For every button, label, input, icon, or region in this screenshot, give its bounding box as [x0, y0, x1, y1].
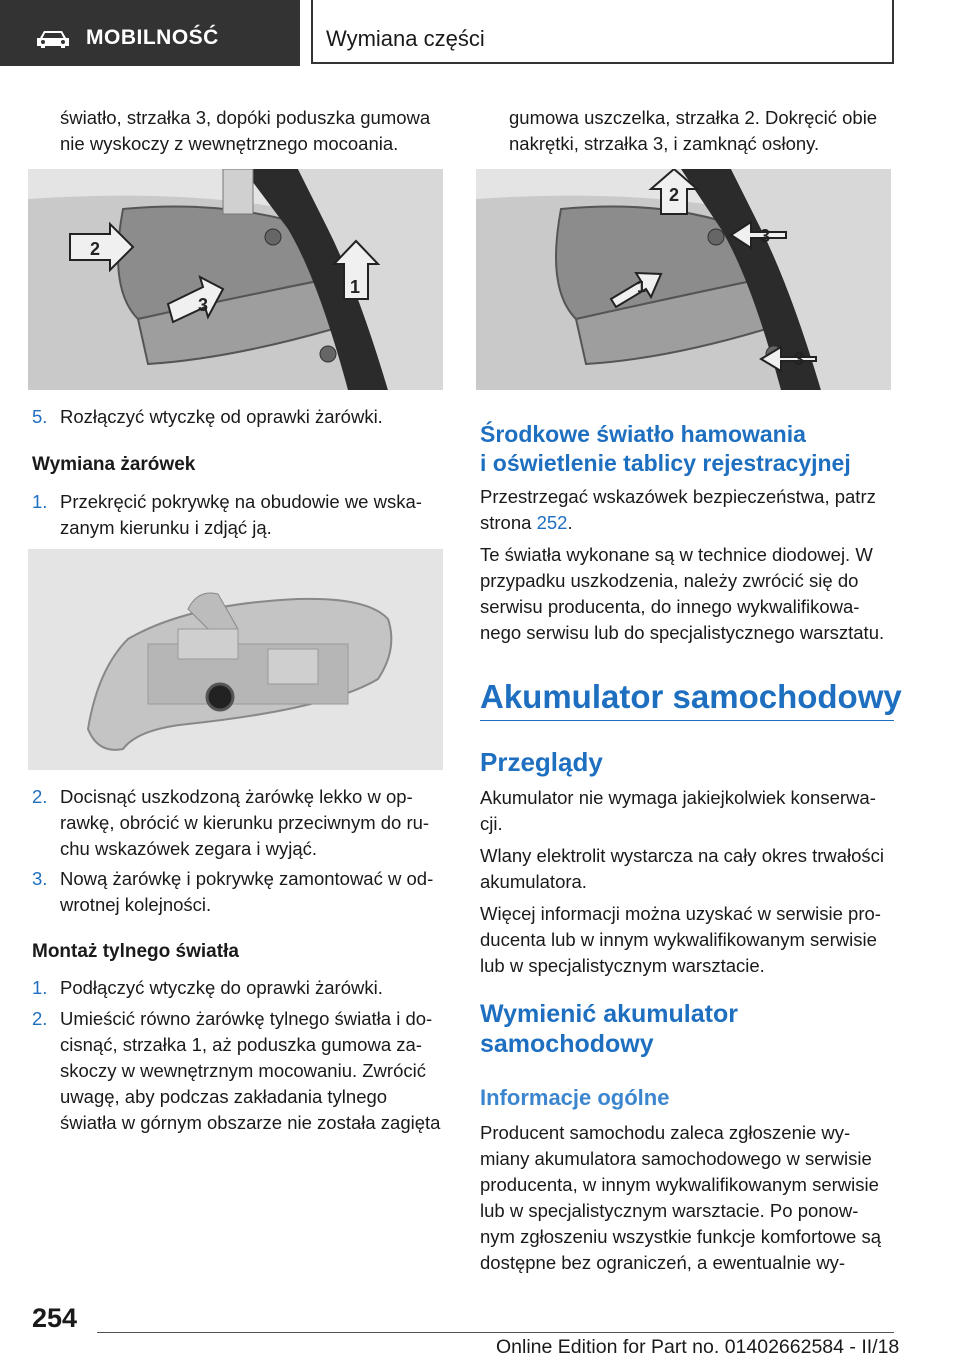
page-number: 254	[32, 1303, 78, 1333]
step-number: 1.	[32, 491, 48, 512]
step-text: Docisnąć uszkodzoną żarówkę lekko w op-	[60, 786, 413, 807]
housing-illustration	[28, 549, 443, 770]
step-text: Podłączyć wtyczkę do oprawki żarówki.	[60, 977, 383, 998]
safety-note-prefix: strona	[480, 512, 532, 533]
step-text: światła w górnym obszarze nie została zagięta	[60, 1112, 441, 1133]
general-line6: dostępne bez ograniczeń, a ewentualnie wy-	[480, 1252, 846, 1273]
page-link-252[interactable]: 252	[536, 512, 568, 533]
chapter-divider	[480, 720, 894, 721]
left-intro-line1: światło, strzałka 3, dopóki poduszka gumowa	[60, 107, 431, 128]
step-text: Nową żarówkę i pokrywkę zamontować w od-	[60, 868, 434, 889]
safety-note-suffix: .	[567, 512, 573, 533]
info-line1: Więcej informacji można uzyskać w serwisie pro-	[480, 903, 881, 924]
general-line4: lub w specjalistycznym warsztacie. Po ponow-	[480, 1200, 859, 1221]
heading-general-info: Informacje ogólne	[480, 1085, 670, 1110]
edition-info: Online Edition for Part no. 01402662584 - II/18	[496, 1336, 900, 1358]
led-note-line4: nego serwisu lub do specjalistycznego warsztatu.	[480, 622, 885, 643]
fig1-label-2: 2	[90, 239, 101, 259]
fig1-label-3: 3	[198, 295, 209, 315]
step-text: Rozłączyć wtyczkę od oprawki żarówki.	[60, 406, 383, 427]
fig2-label-1: 1	[637, 279, 646, 296]
led-note-line1: Te światła wykonane są w technice diodowej. W	[480, 544, 873, 565]
step-text: wrotnej kolejności.	[60, 894, 212, 915]
figure-taillight-removal	[28, 169, 443, 390]
right-intro-line2: nakrętki, strzałka 3, i zamknąć osłony.	[509, 133, 820, 154]
led-note-line3: serwisu producenta, do innego wykwalifikowa-	[480, 596, 860, 617]
figure-taillight-install	[476, 169, 891, 390]
footer-divider	[97, 1332, 894, 1333]
page-title: Wymiana części	[326, 26, 485, 51]
info-line2: ducenta lub w innym wykwalifikowanym serwisie	[480, 929, 877, 950]
chapter-title: Akumulator samochodowy	[480, 678, 902, 715]
review-line2: cji.	[480, 813, 503, 834]
led-note-line2: przypadku uszkodzenia, należy zwrócić się do	[480, 570, 859, 591]
step-text: chu wskazówek zegara i wyjąć.	[60, 838, 318, 859]
left-intro-line2: nie wyskoczy z wewnętrznego mocoania.	[60, 133, 399, 154]
heading-review: Przeglądy	[480, 747, 603, 777]
step-number: 3.	[32, 868, 48, 889]
step-text: rawkę, obrócić w kierunku przeciwnym do ru-	[60, 812, 430, 833]
general-line2: miany akumulatora samochodowego w serwisie	[480, 1148, 872, 1169]
step-number: 2.	[32, 786, 48, 807]
step-text: skoczy w wewnętrznym mocowaniu. Zwrócić	[60, 1060, 426, 1081]
general-line1: Producent samochodu zaleca zgłoszenie wy-	[480, 1122, 851, 1143]
fig1-label-1: 1	[350, 277, 361, 297]
right-intro-line1: gumowa uszczelka, strzałka 2. Dokręcić obie	[509, 107, 878, 128]
safety-note-line1: Przestrzegać wskazówek bezpieczeństwa, patrz	[480, 486, 876, 507]
section-tab	[0, 0, 300, 66]
heading-replace-battery-line1: Wymienić akumulator	[480, 1000, 738, 1028]
general-line5: nym zgłoszeniu wszystkie funkcje komfortowe są	[480, 1226, 881, 1247]
step-number: 5.	[32, 406, 48, 427]
fig2-label-3-top: 3	[760, 226, 771, 246]
step-text: cisnąć, strzałka 1, aż poduszka gumowa za-	[60, 1034, 422, 1055]
step-number: 1.	[32, 977, 48, 998]
fig2-label-3-bottom: 3	[794, 349, 805, 369]
step-text: Przekręcić pokrywkę na obudowie we wska-	[60, 491, 422, 512]
electrolyte-line1: Wlany elektrolit wystarcza na cały okres trwałości	[480, 845, 885, 866]
heading-brake-light-line1: Środkowe światło hamowania	[480, 421, 806, 447]
heading-replace-battery-line2: samochodowy	[480, 1030, 654, 1058]
fig2-label-2: 2	[669, 185, 680, 205]
review-line1: Akumulator nie wymaga jakiejkolwiek konserwa-	[480, 787, 876, 808]
car-icon	[36, 29, 70, 49]
section-label: MOBILNOŚĆ	[86, 26, 219, 49]
info-line3: lub w specjalistycznym warsztacie.	[480, 955, 765, 976]
heading-bulb-replacement: Wymiana żarówek	[32, 454, 196, 475]
taillight-illustration	[28, 169, 443, 390]
heading-mount-taillight: Montaż tylnego światła	[32, 941, 239, 962]
heading-brake-light-line2: i oświetlenie tablicy rejestracyjnej	[480, 450, 851, 476]
general-line3: producenta, w innym wykwalifikowanym serwisie	[480, 1174, 879, 1195]
step-text: uwagę, aby podczas zakładania tylnego	[60, 1086, 388, 1107]
figure-light-housing	[28, 549, 443, 770]
safety-note-line2	[480, 510, 573, 536]
step-number: 2.	[32, 1008, 48, 1029]
electrolyte-line2: akumulatora.	[480, 871, 587, 892]
taillight-install-illustration	[476, 169, 891, 390]
step-text: zanym kierunku i zdjąć ją.	[60, 517, 272, 538]
step-text: Umieścić równo żarówkę tylnego światła i do-	[60, 1008, 433, 1029]
